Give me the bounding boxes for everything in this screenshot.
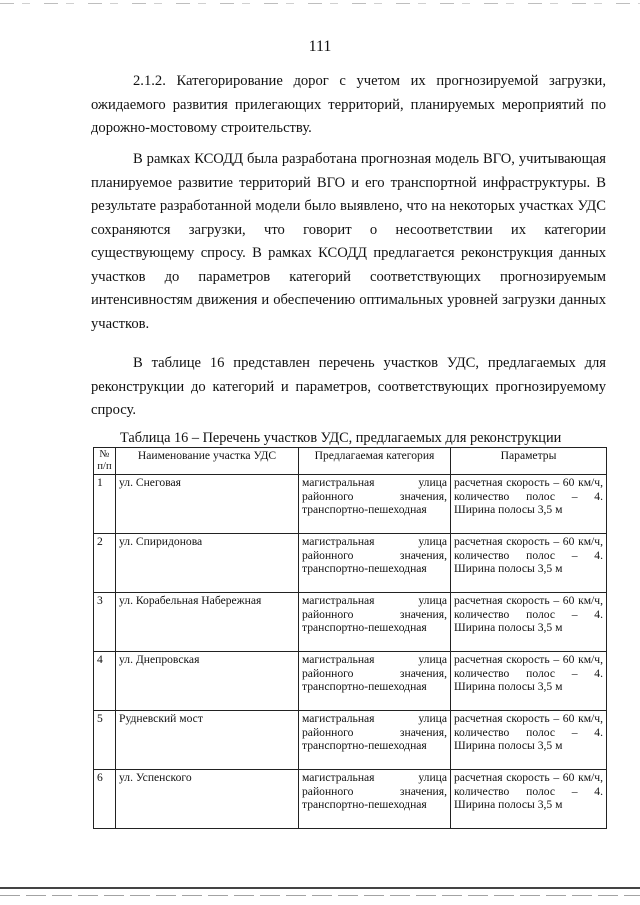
table-row [94, 593, 607, 652]
row-params-cell: расчетная скорость – 60 км/ч, количество полос – 4. Ширина полосы 3,5 м [451, 593, 607, 652]
row-params-cell: расчетная скорость – 60 км/ч, количество полос – 4. Ширина полосы 3,5 м [451, 534, 607, 593]
row-params-cell: расчетная скорость – 60 км/ч, количество полос – 4. Ширина полосы 3,5 м [451, 711, 607, 770]
row-num-cell: 4 [94, 652, 116, 711]
table-row [94, 534, 607, 593]
row-name-cell: Рудневский мост [116, 711, 299, 770]
table-row [94, 475, 607, 534]
row-num-cell: 6 [94, 770, 116, 829]
page-number: 111 [308, 38, 332, 55]
table-header-row [94, 448, 607, 475]
table-row [94, 711, 607, 770]
table-body [94, 475, 607, 829]
header-params: Параметры [451, 448, 607, 475]
header-category: Предлагаемая категория [299, 448, 451, 475]
paragraph-model-description [91, 148, 606, 336]
row-params-cell: расчетная скорость – 60 км/ч, количество полос – 4. Ширина полосы 3,5 м [451, 475, 607, 534]
row-params-cell: расчетная скорость – 60 км/ч, количество полос – 4. Ширина полосы 3,5 м [451, 770, 607, 829]
row-num-cell: 3 [94, 593, 116, 652]
row-name-cell: ул. Днепровская [116, 652, 299, 711]
row-category-cell: магистральная улица районного значения, транспортно-пешеходная [299, 770, 451, 829]
scan-artifact-bottom-dashed [0, 895, 640, 896]
reconstruction-table [93, 447, 607, 829]
row-name-cell: ул. Успенского [116, 770, 299, 829]
row-num-cell: 1 [94, 475, 116, 534]
table-row [94, 770, 607, 829]
row-name-cell: ул. Корабельная Набережная [116, 593, 299, 652]
table-row [94, 652, 607, 711]
paragraph-text: В рамках КСОДД была разработана прогнозная модель ВГО, учитывающая планируемое развитие территорий ВГО и его транспортной инфраструктуры. В результате разработанной модели было выявлено, что на некоторых участках УДС сохраняются загрузки, что говорит о несоответствии их категории существующему спросу. В рамках КСОДД предлагается реконструкция данных участков до параметров категорий соответствующих прогнозируемым интенсивностям движения и обеспечению оптимальных уровней загрузки данных участков. [91, 151, 606, 332]
row-category-cell: магистральная улица районного значения, транспортно-пешеходная [299, 652, 451, 711]
header-num: № п/п [94, 448, 116, 475]
row-category-cell: магистральная улица районного значения, транспортно-пешеходная [299, 534, 451, 593]
paragraph-text: 2.1.2. Категорирование дорог с учетом их прогнозируемой загрузки, ожидаемого развития прилегающих территорий, планируемых мероприятий по дорожно-мостовому строительству. [91, 73, 606, 136]
paragraph-section-heading [91, 70, 606, 141]
paragraph-text: В таблице 16 представлен перечень участков УДС, предлагаемых для реконструкции до категорий и параметров, соответствующих прогнозируемому спросу. [91, 355, 606, 418]
row-num-cell: 5 [94, 711, 116, 770]
scan-artifact-top [0, 3, 640, 4]
scan-artifact-bottom [0, 887, 640, 889]
paragraph-table-intro [91, 352, 606, 423]
row-params-cell: расчетная скорость – 60 км/ч, количество полос – 4. Ширина полосы 3,5 м [451, 652, 607, 711]
row-category-cell: магистральная улица районного значения, транспортно-пешеходная [299, 475, 451, 534]
row-name-cell: ул. Снеговая [116, 475, 299, 534]
header-name: Наименование участка УДС [116, 448, 299, 475]
row-num-cell: 2 [94, 534, 116, 593]
row-category-cell: магистральная улица районного значения, транспортно-пешеходная [299, 593, 451, 652]
row-name-cell: ул. Спиридонова [116, 534, 299, 593]
row-category-cell: магистральная улица районного значения, транспортно-пешеходная [299, 711, 451, 770]
table-caption: Таблица 16 – Перечень участков УДС, предлагаемых для реконструкции [120, 430, 562, 446]
